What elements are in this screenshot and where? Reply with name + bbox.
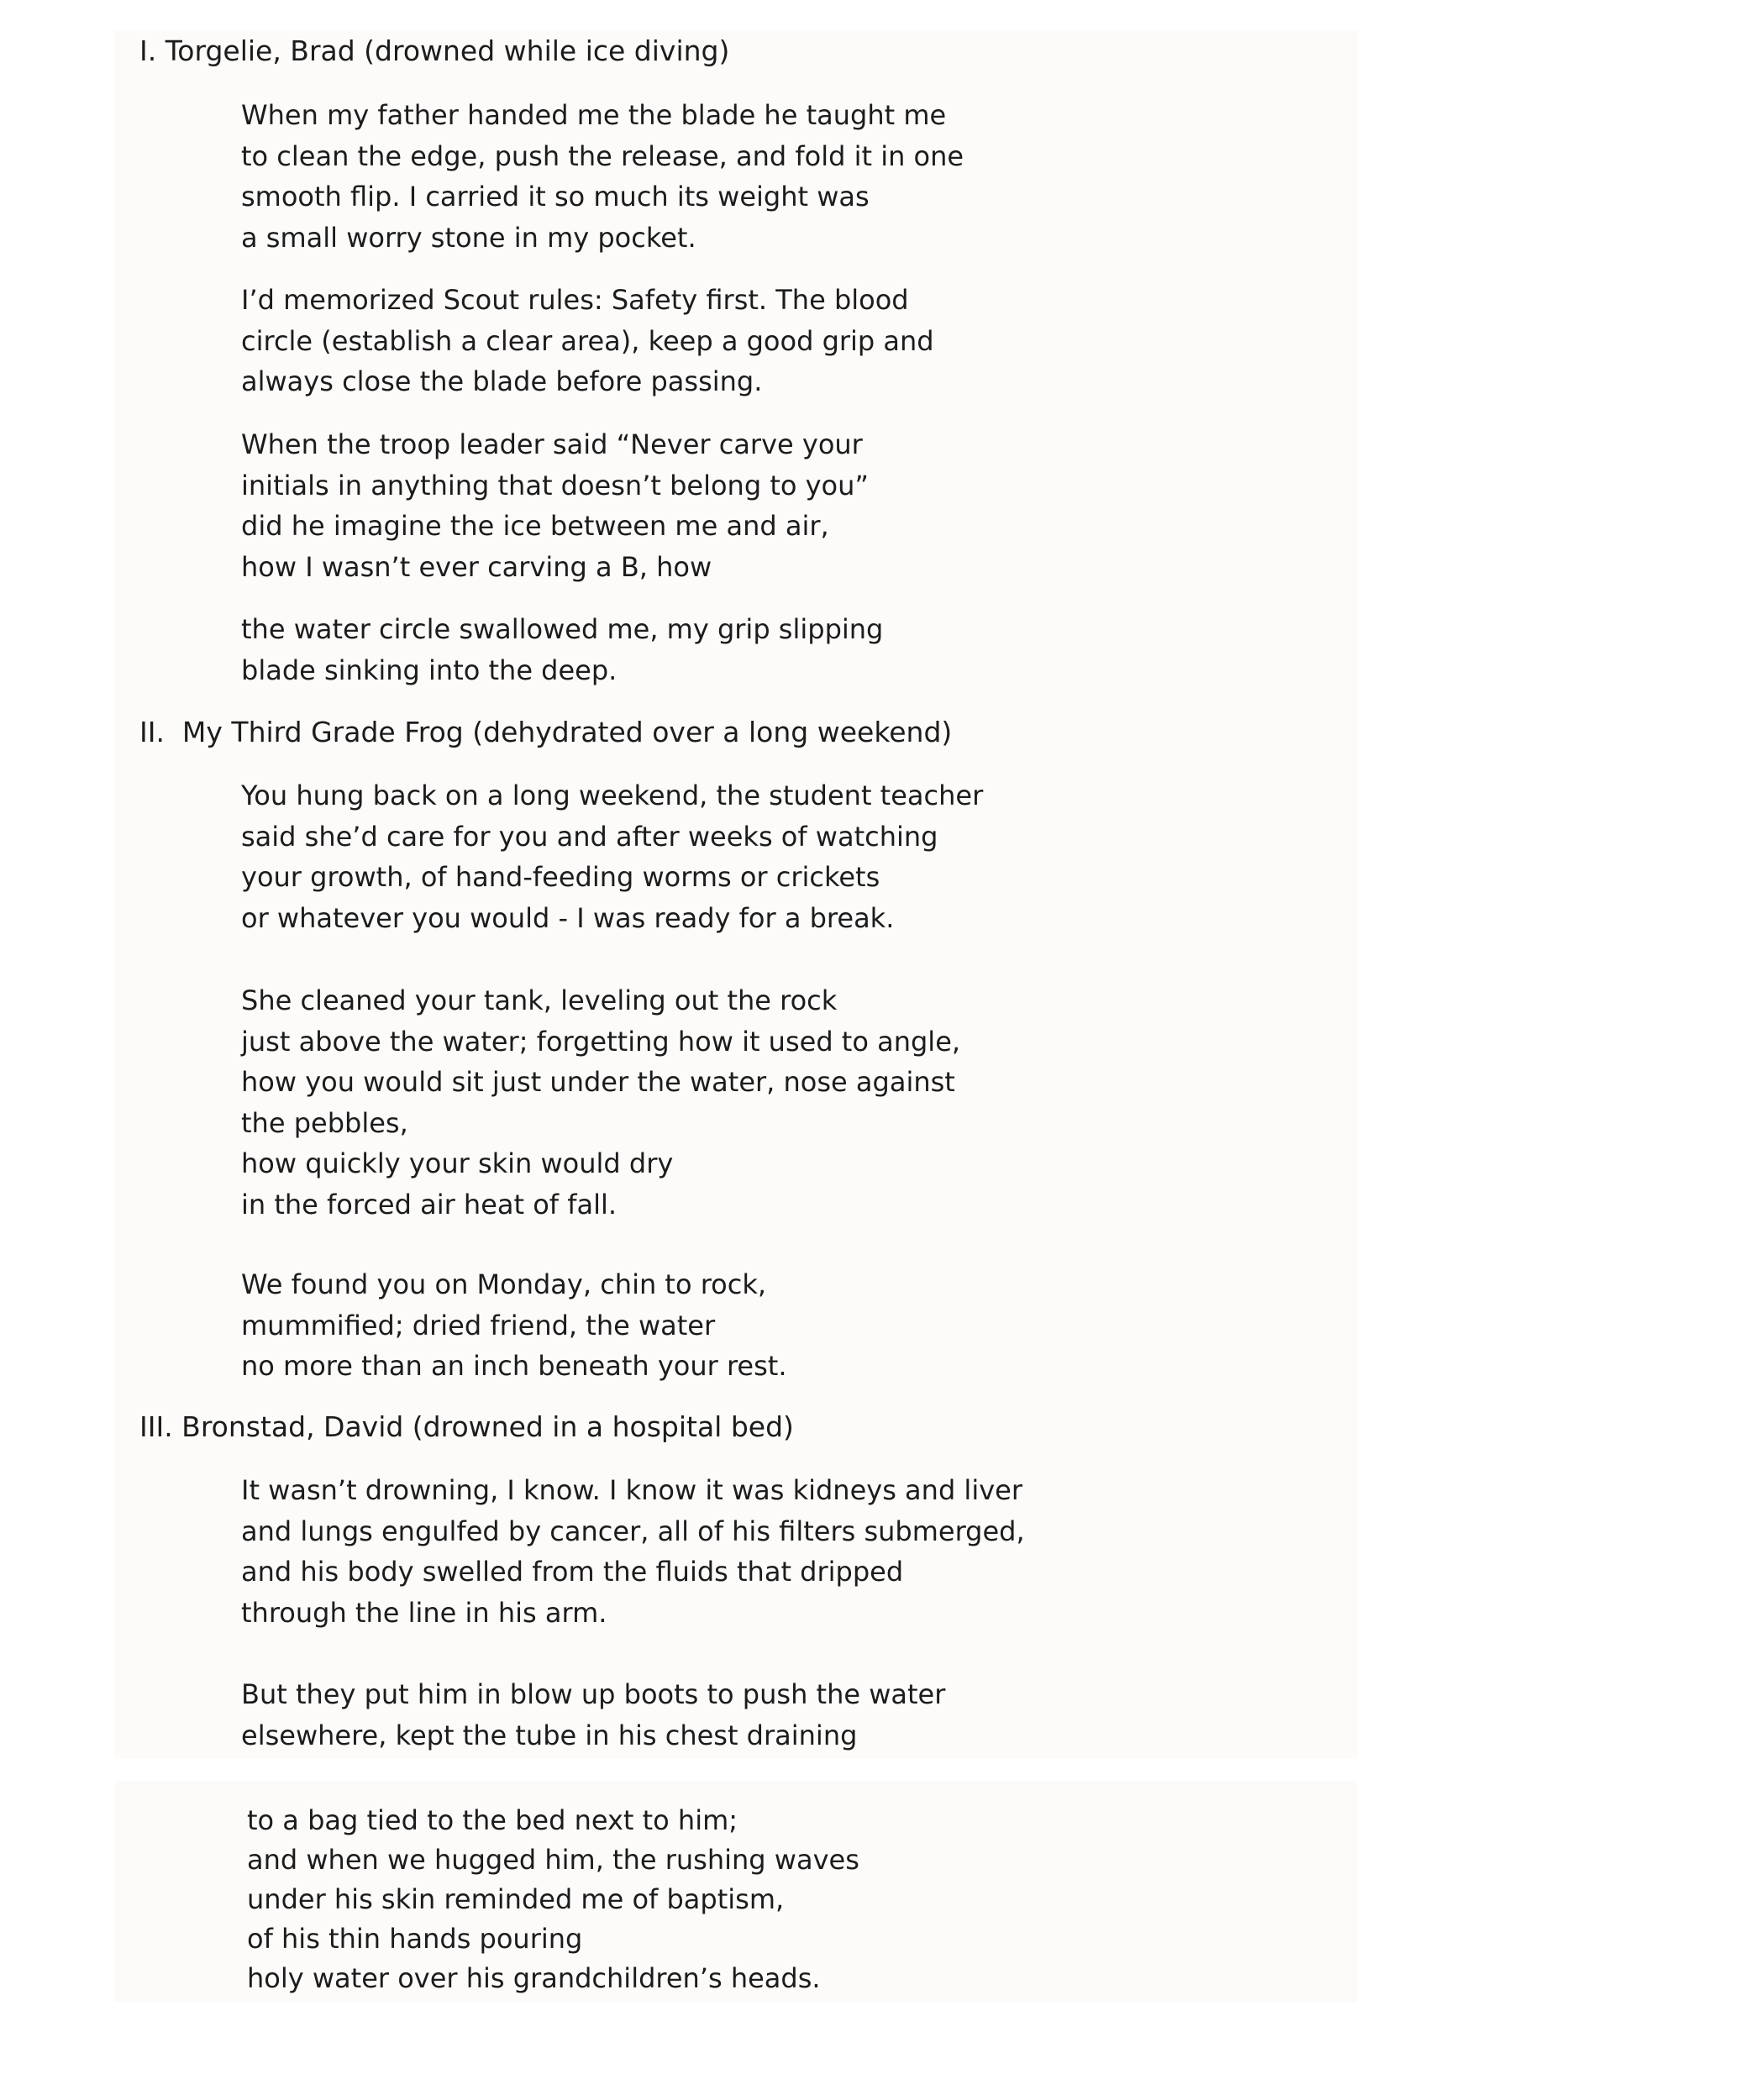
- poem-line: how you would sit just under the water, nose against: [241, 1066, 955, 1098]
- poem-line: always close the blade before passing.: [241, 365, 763, 397]
- poem-line: When the troop leader said “Never carve your: [241, 428, 863, 460]
- poem-line: no more than an inch beneath your rest.: [241, 1350, 787, 1382]
- poem-line: to a bag tied to the bed next to him;: [247, 1804, 738, 1836]
- poem-line: I’d memorized Scout rules: Safety first. The blood: [241, 284, 909, 316]
- poem-line: mummified; dried friend, the water: [241, 1309, 716, 1341]
- section-heading-1: I. Torgelie, Brad (drowned while ice diving): [139, 34, 730, 67]
- poem-line: elsewhere, kept the tube in his chest draining: [241, 1719, 858, 1751]
- stanza-1-1: [241, 95, 964, 258]
- poem-line: to clean the edge, push the release, and fold it in one: [241, 139, 964, 172]
- poem-line: of his thin hands pouring: [247, 1923, 583, 1955]
- poem-line: It wasn’t drowning, I know. I know it was kidneys and liver: [241, 1474, 1022, 1506]
- stanza-3-1: [241, 1470, 1025, 1633]
- stanza-1-3: [241, 424, 869, 587]
- stanza-1-4: [241, 609, 883, 690]
- stanza-3-2: [241, 1674, 945, 1756]
- section-heading-2: II. My Third Grade Frog (dehydrated over a long weekend): [139, 716, 953, 748]
- poem-line: the water circle swallowed me, my grip slipping: [241, 613, 884, 645]
- poem-line: and lungs engulfed by cancer, all of his filters submerged,: [241, 1515, 1025, 1547]
- poem-line: She cleaned your tank, leveling out the rock: [241, 984, 838, 1016]
- poem-line: You hung back on a long weekend, the student teacher: [241, 780, 984, 811]
- poem-line: the pebbles,: [241, 1106, 408, 1139]
- poem-line: blade sinking into the deep.: [241, 654, 617, 686]
- poem-line: under his skin reminded me of baptism,: [247, 1883, 785, 1915]
- poem-line: through the line in his arm.: [241, 1596, 607, 1629]
- poem-line: and his body swelled from the fluids that dripped: [241, 1556, 904, 1588]
- section-heading-3: III. Bronstad, David (drowned in a hospital bed): [139, 1410, 794, 1443]
- poem-line: or whatever you would - I was ready for a break.: [241, 901, 895, 934]
- poem-line: and when we hugged him, the rushing waves: [247, 1844, 859, 1876]
- stanza-2-2: [241, 980, 960, 1225]
- poem-line: your growth, of hand-feeding worms or crickets: [241, 861, 880, 893]
- poem-line: initials in anything that doesn’t belong to you”: [241, 469, 869, 501]
- poem-line: a small worry stone in my pocket.: [241, 221, 696, 254]
- stanza-1-2: [241, 280, 934, 402]
- poem-line: how quickly your skin would dry: [241, 1147, 674, 1179]
- poem-line: said she’d care for you and after weeks of watching: [241, 820, 938, 853]
- poem-line: how I wasn’t ever carving a B, how: [241, 550, 712, 583]
- poem-line: smooth flip. I carried it so much its weight was: [241, 181, 870, 213]
- poem-line: did he imagine the ice between me and air,: [241, 510, 829, 542]
- poem-line: But they put him in blow up boots to push the water: [241, 1678, 946, 1710]
- poem-line: circle (establish a clear area), keep a good grip and: [241, 324, 934, 357]
- poem-line: holy water over his grandchildren’s heads.: [247, 1962, 821, 1994]
- stanza-3-3: [247, 1801, 859, 1998]
- stanza-2-1: [241, 775, 983, 938]
- poem-line: in the forced air heat of fall.: [241, 1188, 617, 1221]
- poem-line: When my father handed me the blade he taught me: [241, 99, 947, 131]
- poem-line: just above the water; forgetting how it used to angle,: [241, 1025, 961, 1058]
- poem-line: We found you on Monday, chin to rock,: [241, 1268, 767, 1300]
- stanza-2-3: [241, 1264, 787, 1387]
